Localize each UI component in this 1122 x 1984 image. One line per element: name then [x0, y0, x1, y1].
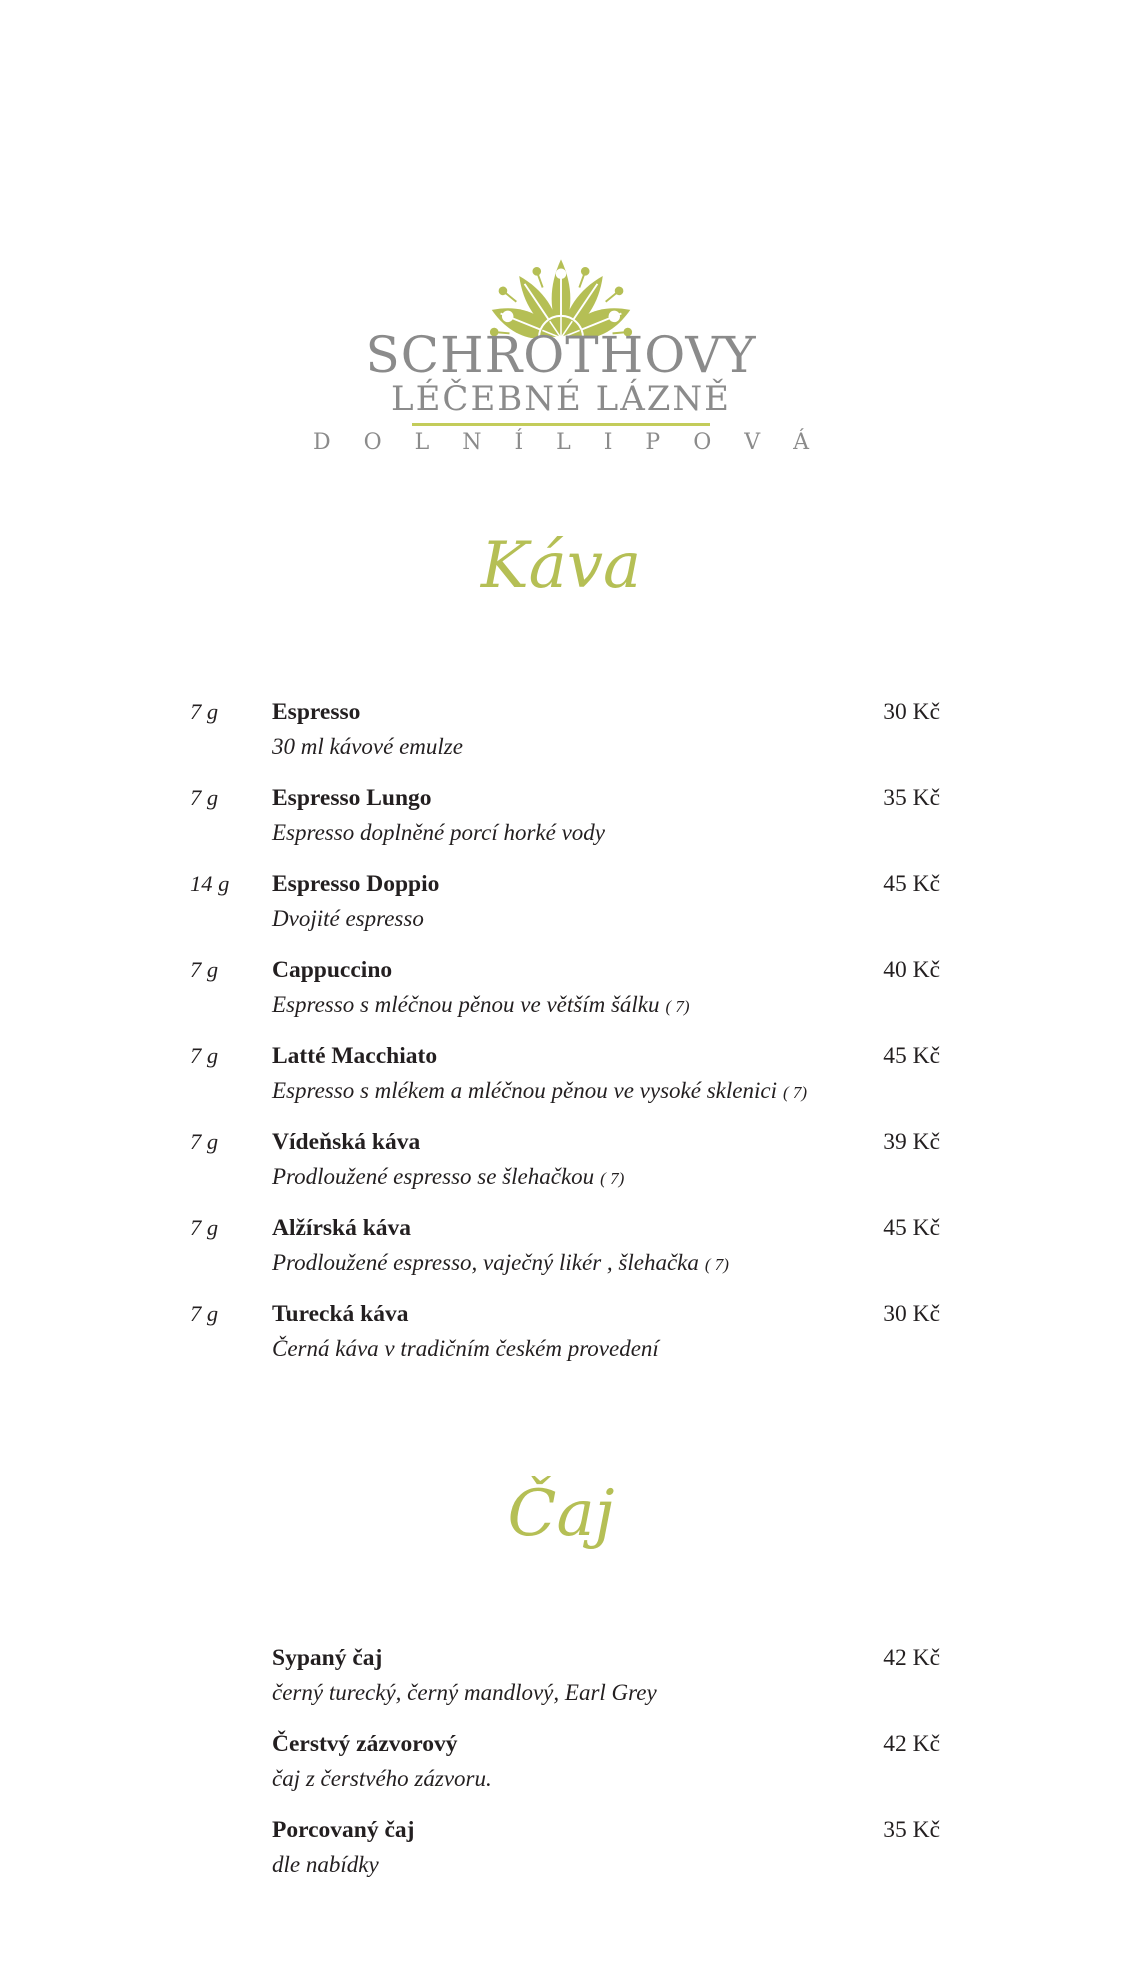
- menu-item-espresso-lungo: [190, 780, 940, 852]
- item-allergens: ( 7): [704, 1255, 729, 1274]
- item-price: 42 Kč: [883, 1645, 940, 1671]
- logo-divider: [412, 423, 710, 426]
- item-price: 45 Kč: [883, 871, 940, 897]
- item-allergens: ( 7): [600, 1169, 625, 1188]
- item-weight: [190, 1812, 272, 1884]
- item-description: dle nabídky: [272, 1852, 379, 1877]
- item-price: 42 Kč: [883, 1731, 940, 1757]
- tea-menu-list: [190, 1640, 940, 1898]
- item-description: 30 ml kávové emulze: [272, 734, 463, 759]
- item-description: černý turecký, černý mandlový, Earl Grey: [272, 1680, 657, 1705]
- item-description: Dvojité espresso: [272, 906, 424, 931]
- item-weight: 7 g: [190, 957, 219, 982]
- item-weight: [190, 1640, 272, 1712]
- item-name: Espresso Lungo: [272, 785, 432, 811]
- item-name: Čerstvý zázvorový: [272, 1731, 458, 1757]
- logo-title: SCHROTHOVY: [365, 326, 757, 384]
- item-weight: [190, 1726, 272, 1798]
- item-description: Prodloužené espresso, vaječný likér , šlehačka: [272, 1250, 699, 1275]
- coffee-menu-list: [190, 694, 940, 1382]
- menu-item-turecka-kava: [190, 1296, 940, 1368]
- menu-item-latte-macchiato: [190, 1038, 940, 1110]
- logo-subtitle: LÉČEBNÉ LÁZNĚ: [391, 379, 731, 419]
- item-name: Turecká káva: [272, 1301, 409, 1327]
- menu-item-porcovany-caj: [190, 1812, 940, 1884]
- item-description: Espresso s mlékem a mléčnou pěnou ve vysoké sklenici: [272, 1078, 777, 1103]
- menu-item-cappuccino: [190, 952, 940, 1024]
- item-name: Alžírská káva: [272, 1215, 412, 1241]
- menu-item-espresso: [190, 694, 940, 766]
- item-description: Espresso doplněné porcí horké vody: [272, 820, 605, 845]
- menu-item-espresso-doppio: [190, 866, 940, 938]
- item-name: Cappuccino: [272, 957, 393, 983]
- item-weight: 7 g: [190, 1301, 219, 1326]
- item-price: 35 Kč: [883, 785, 940, 811]
- item-price: 35 Kč: [883, 1817, 940, 1843]
- item-name: Latté Macchiato: [272, 1043, 438, 1069]
- item-name: Sypaný čaj: [272, 1645, 383, 1671]
- spa-logo: [0, 242, 1122, 454]
- logo-location: D O L N Í L I P O V Á: [312, 430, 823, 456]
- section-heading-tea: Čaj: [507, 1477, 615, 1551]
- item-description: Espresso s mléčnou pěnou ve větším šálku: [272, 992, 660, 1017]
- item-weight: 7 g: [190, 699, 219, 724]
- item-description: Černá káva v tradičním českém provedení: [272, 1336, 659, 1361]
- item-weight: 14 g: [190, 871, 230, 896]
- menu-item-alzirska-kava: [190, 1210, 940, 1282]
- menu-item-videnska-kava: [190, 1124, 940, 1196]
- item-price: 45 Kč: [883, 1215, 940, 1241]
- item-price: 39 Kč: [883, 1129, 940, 1155]
- item-weight: 7 g: [190, 785, 219, 810]
- item-price: 45 Kč: [883, 1043, 940, 1069]
- item-name: Porcovaný čaj: [272, 1817, 415, 1843]
- item-weight: 7 g: [190, 1129, 219, 1154]
- item-description: Prodloužené espresso se šlehačkou: [272, 1164, 595, 1189]
- item-description: čaj z čerstvého zázvoru.: [272, 1766, 492, 1791]
- item-name: Espresso: [272, 699, 361, 725]
- item-weight: 7 g: [190, 1043, 219, 1068]
- item-price: 30 Kč: [883, 699, 940, 725]
- menu-item-cerstvy-zazvorovy: [190, 1726, 940, 1798]
- item-weight: 7 g: [190, 1215, 219, 1240]
- menu-item-sypany-caj: [190, 1640, 940, 1712]
- item-price: 30 Kč: [883, 1301, 940, 1327]
- item-price: 40 Kč: [883, 957, 940, 983]
- item-name: Vídeňská káva: [272, 1129, 421, 1155]
- item-allergens: ( 7): [782, 1083, 808, 1102]
- item-name: Espresso Doppio: [272, 871, 440, 897]
- flower-logo-icon: [470, 242, 652, 338]
- item-allergens: ( 7): [665, 997, 690, 1016]
- section-heading-coffee: Káva: [480, 529, 642, 603]
